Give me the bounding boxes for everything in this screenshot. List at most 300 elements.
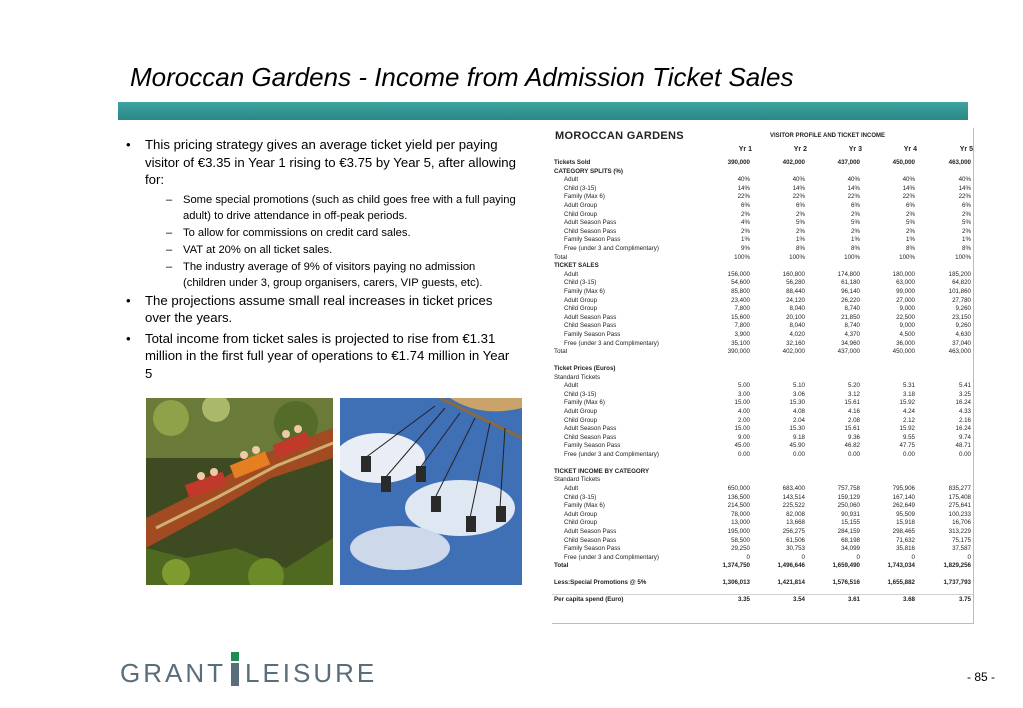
table-row [552, 159, 973, 167]
cell-value: 4,370 [844, 331, 860, 338]
table-row [552, 554, 973, 562]
sub-bullet-item [122, 259, 517, 291]
row-label: Family Season Pass [564, 331, 621, 338]
row-label: Adult Season Pass [564, 425, 617, 433]
sub-bullet-item [122, 242, 517, 258]
cell-value: 4,500 [899, 331, 915, 338]
table-row [552, 528, 973, 536]
row-label: Adult Season Pass [564, 313, 617, 321]
row-label: Family (Max 6) [564, 288, 605, 295]
cell-value: 40% [792, 176, 805, 184]
cell-value: 15.30 [789, 425, 805, 433]
table-row [552, 562, 973, 570]
table-row [552, 288, 973, 296]
cell-value: 1,496,646 [777, 562, 805, 570]
table-row [552, 219, 973, 227]
table-row [552, 485, 973, 493]
cell-value: 15.92 [899, 399, 915, 407]
cell-value: 4,630 [955, 331, 971, 338]
cell-value: 9.00 [737, 433, 750, 441]
cell-value: 0.00 [902, 451, 915, 458]
cell-value: 64,820 [952, 279, 971, 287]
bullet-dot-icon: • [126, 330, 131, 346]
cell-value: 14% [792, 184, 805, 192]
cell-value: 63,000 [896, 279, 915, 287]
row-label: CATEGORY SPLITS (%) [554, 167, 623, 175]
table-row [552, 408, 973, 416]
table-row [552, 340, 973, 348]
cell-value: 1,421,814 [777, 579, 805, 587]
logo-text-grant: GRANT [120, 658, 226, 688]
cell-value: 195,000 [727, 528, 750, 535]
row-label: Child (3-15) [564, 184, 597, 192]
cell-value: 14% [958, 184, 971, 192]
cell-value: 2.12 [902, 416, 915, 424]
year-header: Yr 2 [793, 146, 807, 153]
cell-value: 463,000 [948, 159, 971, 166]
table-row [552, 228, 973, 236]
row-label: Standard Tickets [554, 373, 601, 381]
bullet-dash-icon: – [166, 243, 173, 256]
cell-value: 143,514 [782, 493, 805, 501]
cell-value: 46.82 [844, 442, 860, 450]
table-section-header [552, 476, 973, 484]
cell-value: 4.33 [958, 408, 971, 415]
sub-bullet-item [122, 225, 517, 241]
table-divider [552, 594, 973, 595]
cell-value: 22% [737, 193, 750, 201]
table-section-header [552, 168, 973, 176]
row-label: Family (Max 6) [564, 502, 605, 510]
row-label: Free (under 3 and Complimentary) [564, 553, 659, 561]
cell-value: 26,220 [841, 296, 860, 304]
cell-value: 9% [741, 245, 750, 252]
cell-value: 2% [851, 227, 860, 235]
title-accent-bar [118, 102, 968, 120]
visitor-profile-table [552, 128, 974, 624]
row-label: Free (under 3 and Complimentary) [564, 451, 659, 458]
bullet-list [122, 136, 517, 385]
cell-value: 71,632 [896, 536, 915, 544]
table-row [552, 297, 973, 305]
cell-value: 24,120 [786, 296, 805, 304]
bullet-dot-icon: • [126, 292, 131, 308]
cell-value: 0.00 [737, 451, 750, 458]
cell-value: 14% [847, 184, 860, 192]
cell-value: 3.12 [847, 390, 860, 398]
cell-value: 8,740 [844, 322, 860, 330]
cell-value: 1% [741, 236, 750, 244]
row-label: Child Season Pass [564, 227, 617, 235]
table-row [552, 382, 973, 390]
cell-value: 22% [958, 193, 971, 201]
cell-value: 0.00 [958, 451, 971, 458]
cell-value: 68,198 [841, 536, 860, 544]
table-row [552, 451, 973, 459]
cell-value: 7,800 [734, 305, 750, 313]
logo-mark-icon [230, 652, 240, 686]
cell-value: 101,860 [948, 288, 971, 295]
cell-value: 2% [906, 210, 915, 218]
cell-value: 61,180 [841, 279, 860, 287]
year-header: Yr 1 [738, 146, 752, 153]
cell-value: 15.61 [844, 425, 860, 433]
slide-title: Moroccan Gardens - Income from Admission Ticket Sales [130, 62, 794, 92]
cell-value: 13,000 [731, 519, 750, 527]
cell-value: 34,099 [841, 545, 860, 553]
table-row [552, 271, 973, 279]
row-label: Child (3-15) [564, 279, 597, 287]
bullet-item [122, 330, 517, 383]
cell-value: 54,600 [731, 279, 750, 287]
cell-value: 0.00 [792, 451, 805, 458]
table-row [552, 545, 973, 553]
cell-value: 2% [906, 227, 915, 235]
cell-value: 5.00 [737, 382, 750, 390]
row-label: Adult Group [564, 202, 598, 209]
cell-value: 1,655,882 [887, 579, 915, 587]
table-row [552, 579, 973, 587]
table-row [552, 193, 973, 201]
cell-value: 5.20 [847, 382, 860, 390]
row-label: Adult Group [564, 408, 598, 415]
bullet-text: To allow for commissions on credit card sales. [183, 226, 411, 239]
cell-value: 8% [962, 245, 971, 252]
cell-value: 8,040 [789, 305, 805, 313]
row-label: Adult [564, 382, 579, 390]
cell-value: 8% [906, 245, 915, 252]
row-label: TICKET SALES [554, 262, 599, 270]
cell-value: 30,753 [786, 545, 805, 553]
cell-value: 100% [955, 253, 971, 261]
bullet-text: Total income from ticket sales is projected to rise from €1.31 million in the first full year of operations to €1.74 million in Year 5 [145, 330, 510, 381]
cell-value: 160,800 [782, 270, 805, 278]
cell-value: 6% [851, 202, 860, 209]
photo-rollercoaster [146, 398, 333, 585]
bullet-dot-icon: • [126, 137, 131, 152]
row-label: Adult Season Pass [564, 528, 617, 535]
cell-value: 2% [796, 227, 805, 235]
cell-value: 174,800 [837, 270, 860, 278]
year-header: Yr 4 [903, 146, 917, 153]
cell-value: 1,659,490 [832, 562, 860, 570]
row-label: Ticket Prices (Euros) [554, 365, 616, 372]
year-header: Yr 3 [848, 146, 862, 153]
cell-value: 8% [851, 245, 860, 252]
cell-value: 88,440 [786, 288, 805, 295]
cell-value: 250,060 [837, 502, 860, 510]
cell-value: 795,906 [892, 485, 915, 492]
cell-value: 2% [962, 210, 971, 218]
table-row [552, 331, 973, 339]
table-row [552, 348, 973, 356]
cell-value: 1% [851, 236, 860, 244]
cell-value: 34,960 [841, 339, 860, 347]
cell-value: 15,155 [841, 519, 860, 527]
row-label: Total [554, 253, 568, 261]
row-label: Total [554, 348, 568, 356]
cell-value: 9,260 [955, 322, 971, 330]
cell-value: 175,408 [948, 493, 971, 501]
cell-value: 35,816 [896, 545, 915, 553]
cell-value: 757,758 [837, 485, 860, 492]
cell-value: 23,150 [952, 313, 971, 321]
row-label: Adult Group [564, 510, 598, 518]
cell-value: 9,000 [899, 305, 915, 313]
row-label: Per capita spend (Euro) [554, 596, 624, 603]
cell-value: 8,740 [844, 305, 860, 313]
cell-value: 6% [906, 202, 915, 209]
table-row [552, 245, 973, 253]
cell-value: 22% [847, 193, 860, 201]
cell-value: 45.90 [789, 442, 805, 450]
row-label: Standard Tickets [554, 476, 601, 484]
cell-value: 13,668 [786, 519, 805, 527]
table-row [552, 537, 973, 545]
cell-value: 40% [958, 176, 971, 184]
cell-value: 9,000 [899, 322, 915, 330]
cell-value: 100% [734, 253, 750, 261]
cell-value: 1,737,793 [943, 579, 971, 587]
table-row [552, 596, 973, 604]
cell-value: 298,465 [892, 528, 915, 535]
cell-value: 185,200 [948, 270, 971, 278]
cell-value: 82,008 [786, 510, 805, 518]
cell-value: 402,000 [782, 348, 805, 356]
cell-value: 15,918 [896, 519, 915, 527]
table-row [552, 202, 973, 210]
cell-value: 32,160 [786, 339, 805, 347]
table-row [552, 502, 973, 510]
cell-value: 437,000 [837, 348, 860, 356]
cell-value: 8% [796, 245, 805, 252]
cell-value: 29,250 [731, 545, 750, 553]
table-section-header [552, 374, 973, 382]
row-label: Child Group [564, 519, 598, 527]
cell-value: 2% [796, 210, 805, 218]
row-label: Child (3-15) [564, 390, 597, 398]
cell-value: 3.68 [902, 596, 915, 603]
cell-value: 2.04 [792, 416, 805, 424]
cell-value: 90,931 [841, 510, 860, 518]
cell-value: 463,000 [948, 348, 971, 356]
cell-value: 4.08 [792, 408, 805, 415]
cell-value: 14% [737, 184, 750, 192]
cell-value: 390,000 [727, 348, 750, 356]
cell-value: 0 [801, 553, 805, 561]
row-label: Family (Max 6) [564, 399, 605, 407]
cell-value: 0 [911, 553, 915, 561]
row-label: Tickets Sold [554, 159, 591, 166]
cell-value: 96,140 [841, 288, 860, 295]
cell-value: 167,140 [892, 493, 915, 501]
cell-value: 180,000 [892, 270, 915, 278]
cell-value: 3.06 [792, 390, 805, 398]
table-subtitle: VISITOR PROFILE AND TICKET INCOME [770, 133, 886, 139]
bullet-text: The industry average of 9% of visitors paying no admission (children under 3, group organisers, carers, VIP guests, etc). [183, 260, 483, 289]
cell-value: 5% [796, 219, 805, 227]
cell-value: 1,829,256 [943, 562, 971, 570]
row-label: Adult [564, 270, 579, 278]
cell-value: 5.10 [792, 382, 805, 390]
cell-value: 3.54 [792, 596, 805, 603]
row-label: Child Season Pass [564, 322, 617, 330]
cell-value: 650,000 [727, 485, 750, 492]
cell-value: 5% [851, 219, 860, 227]
cell-value: 1% [906, 236, 915, 244]
cell-value: 100% [789, 253, 805, 261]
bullet-text: The projections assume small real increases in ticket prices over the years. [145, 292, 493, 325]
cell-value: 20,100 [786, 313, 805, 321]
cell-value: 4.00 [737, 408, 750, 415]
table-row [552, 442, 973, 450]
year-header: Yr 5 [959, 146, 973, 153]
cell-value: 22% [902, 193, 915, 201]
cell-value: 0 [746, 553, 750, 561]
cell-value: 61,506 [786, 536, 805, 544]
cell-value: 15.61 [844, 399, 860, 407]
cell-value: 256,275 [782, 528, 805, 535]
row-label: Family Season Pass [564, 545, 621, 553]
bullet-item [122, 292, 517, 327]
table-row [552, 417, 973, 425]
cell-value: 16.24 [955, 425, 971, 433]
cell-value: 14% [902, 184, 915, 192]
cell-value: 9,260 [955, 305, 971, 313]
table-row [552, 434, 973, 442]
row-label: Free (under 3 and Complimentary) [564, 339, 659, 347]
bullet-text: VAT at 20% on all ticket sales. [183, 243, 333, 256]
cell-value: 37,040 [952, 339, 971, 347]
cell-value: 1% [796, 236, 805, 244]
row-label: Less:Special Promotions @ 5% [554, 579, 647, 587]
cell-value: 262,649 [892, 502, 915, 510]
cell-value: 40% [737, 176, 750, 184]
cell-value: 136,500 [727, 493, 750, 501]
cell-value: 450,000 [892, 348, 915, 356]
cell-value: 2% [741, 227, 750, 235]
cell-value: 27,780 [952, 296, 971, 304]
row-label: Adult [564, 485, 579, 492]
cell-value: 1,306,013 [722, 579, 750, 587]
cell-value: 225,522 [782, 502, 805, 510]
cell-value: 6% [741, 202, 750, 209]
cell-value: 58,500 [731, 536, 750, 544]
cell-value: 15.92 [899, 425, 915, 433]
year-header-row [552, 146, 973, 156]
cell-value: 159,129 [837, 493, 860, 501]
cell-value: 275,641 [948, 502, 971, 510]
page-number: - 85 - [967, 670, 996, 684]
cell-value: 4% [741, 219, 750, 227]
cell-value: 27,000 [896, 296, 915, 304]
cell-value: 1% [962, 236, 971, 244]
cell-value: 85,800 [731, 288, 750, 295]
row-label: Family Season Pass [564, 442, 621, 450]
table-row [552, 425, 973, 433]
table-row [552, 399, 973, 407]
cell-value: 9.74 [958, 433, 971, 441]
table-row [552, 211, 973, 219]
cell-value: 2.16 [958, 416, 971, 424]
logo-text-leisure: LEISURE [245, 658, 378, 688]
cell-value: 48.71 [955, 442, 971, 450]
table-row [552, 279, 973, 287]
cell-value: 2% [962, 227, 971, 235]
cell-value: 3.18 [902, 390, 915, 398]
photo-swing-ride [340, 398, 522, 585]
row-label: Adult Season Pass [564, 219, 617, 227]
cell-value: 4.16 [847, 408, 860, 415]
cell-value: 1,743,034 [887, 562, 915, 570]
row-label: Child Group [564, 305, 598, 313]
table-row [552, 305, 973, 313]
cell-value: 2.08 [847, 416, 860, 424]
cell-value: 78,000 [731, 510, 750, 518]
cell-value: 56,280 [786, 279, 805, 287]
cell-value: 5% [962, 219, 971, 227]
cell-value: 100% [899, 253, 915, 261]
cell-value: 35,100 [731, 339, 750, 347]
bullet-text: Some special promotions (such as child goes free with a full paying adult) to drive attendance in off-peak periods. [183, 193, 516, 222]
cell-value: 450,000 [892, 159, 915, 166]
cell-value: 214,500 [727, 502, 750, 510]
cell-value: 16,706 [952, 519, 971, 527]
cell-value: 3.25 [958, 390, 971, 398]
cell-value: 835,277 [948, 485, 971, 492]
cell-value: 9.55 [902, 433, 915, 441]
cell-value: 1,374,750 [722, 562, 750, 570]
cell-value: 5.31 [902, 382, 915, 390]
cell-value: 95,509 [896, 510, 915, 518]
row-label: Child Group [564, 416, 598, 424]
cell-value: 47.75 [899, 442, 915, 450]
row-label: Free (under 3 and Complimentary) [564, 245, 659, 252]
cell-value: 4.24 [902, 408, 915, 415]
table-row [552, 185, 973, 193]
bullet-dash-icon: – [166, 260, 173, 273]
bullet-dash-icon: – [166, 193, 173, 206]
table-row [552, 236, 973, 244]
cell-value: 8,040 [789, 322, 805, 330]
bullet-dash-icon: – [166, 226, 173, 239]
cell-value: 100% [844, 253, 860, 261]
row-label: Family (Max 6) [564, 193, 605, 201]
cell-value: 40% [847, 176, 860, 184]
cell-value: 22,500 [896, 313, 915, 321]
cell-value: 284,159 [837, 528, 860, 535]
cell-value: 2% [851, 210, 860, 218]
row-label: Child (3-15) [564, 493, 597, 501]
cell-value: 0 [856, 553, 860, 561]
cell-value: 2% [741, 210, 750, 218]
cell-value: 3.61 [847, 596, 860, 603]
cell-value: 402,000 [782, 159, 805, 166]
cell-value: 0 [967, 553, 971, 561]
cell-value: 15.00 [734, 425, 750, 433]
table-row [552, 391, 973, 399]
cell-value: 15.30 [789, 399, 805, 407]
cell-value: 99,000 [896, 288, 915, 295]
cell-value: 1,576,516 [832, 579, 860, 587]
cell-value: 3,900 [734, 331, 750, 338]
cell-value: 23,400 [731, 296, 750, 304]
table-section-header [552, 262, 973, 270]
row-label: TICKET INCOME BY CATEGORY [554, 467, 650, 475]
bullet-text: This pricing strategy gives an average ticket yield per paying visitor of €3.35 in Year 1 rising to €3.75 by Year 5, after allowing for: [145, 137, 516, 187]
table-row [552, 511, 973, 519]
cell-value: 3.75 [958, 596, 971, 603]
